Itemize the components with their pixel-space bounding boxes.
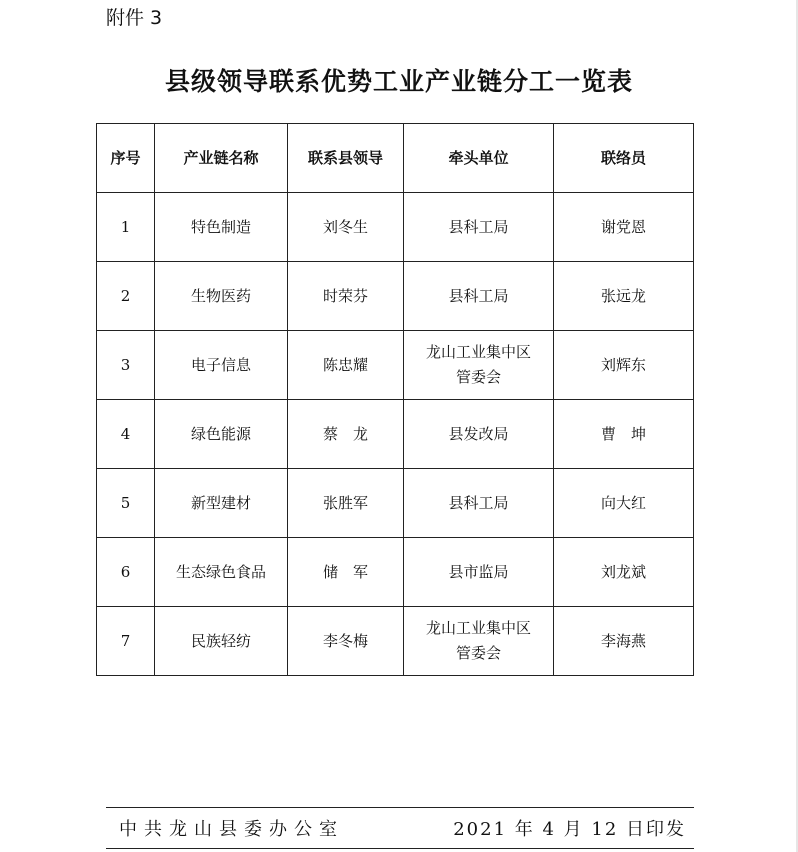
cell-index: 1 bbox=[97, 193, 155, 262]
footer-top-rule bbox=[106, 807, 694, 808]
cell-chain-name: 民族轻纺 bbox=[155, 607, 288, 676]
cell-lead-unit: 龙山工业集中区 管委会 bbox=[404, 331, 554, 400]
cell-index: 5 bbox=[97, 469, 155, 538]
cell-index: 6 bbox=[97, 538, 155, 607]
cell-chain-name: 生态绿色食品 bbox=[155, 538, 288, 607]
header-lead-unit: 牵头单位 bbox=[404, 124, 554, 193]
table-body bbox=[97, 193, 694, 676]
cell-leader: 蔡 龙 bbox=[288, 400, 404, 469]
cell-index: 3 bbox=[97, 331, 155, 400]
cell-lead-unit: 县市监局 bbox=[404, 538, 554, 607]
cell-leader: 时荣芬 bbox=[288, 262, 404, 331]
cell-lead-unit: 县科工局 bbox=[404, 262, 554, 331]
cell-chain-name: 绿色能源 bbox=[155, 400, 288, 469]
table-row bbox=[97, 193, 694, 262]
cell-liaison: 谢党恩 bbox=[554, 193, 694, 262]
cell-leader: 李冬梅 bbox=[288, 607, 404, 676]
header-leader: 联系县领导 bbox=[288, 124, 404, 193]
header-liaison: 联络员 bbox=[554, 124, 694, 193]
footer-bottom-rule bbox=[106, 848, 694, 849]
cell-index: 7 bbox=[97, 607, 155, 676]
cell-liaison: 向大红 bbox=[554, 469, 694, 538]
table-row bbox=[97, 607, 694, 676]
header-chain-name: 产业链名称 bbox=[155, 124, 288, 193]
cell-chain-name: 特色制造 bbox=[155, 193, 288, 262]
table-row bbox=[97, 400, 694, 469]
cell-liaison: 张远龙 bbox=[554, 262, 694, 331]
cell-index: 4 bbox=[97, 400, 155, 469]
cell-liaison: 李海燕 bbox=[554, 607, 694, 676]
cell-leader: 储 军 bbox=[288, 538, 404, 607]
cell-lead-unit: 县发改局 bbox=[404, 400, 554, 469]
cell-chain-name: 电子信息 bbox=[155, 331, 288, 400]
cell-lead-unit: 龙山工业集中区 管委会 bbox=[404, 607, 554, 676]
cell-liaison: 曹 坤 bbox=[554, 400, 694, 469]
table-header-row bbox=[97, 124, 694, 193]
cell-liaison: 刘龙斌 bbox=[554, 538, 694, 607]
cell-liaison: 刘辉东 bbox=[554, 331, 694, 400]
header-index: 序号 bbox=[97, 124, 155, 193]
footer-date: 2021 年 4 月 12 日印发 bbox=[453, 819, 686, 840]
cell-lead-unit: 县科工局 bbox=[404, 193, 554, 262]
cell-index: 2 bbox=[97, 262, 155, 331]
assignment-table bbox=[96, 123, 694, 676]
table-row bbox=[97, 538, 694, 607]
cell-lead-unit: 县科工局 bbox=[404, 469, 554, 538]
cell-chain-name: 生物医药 bbox=[155, 262, 288, 331]
cell-leader: 刘冬生 bbox=[288, 193, 404, 262]
cell-chain-name: 新型建材 bbox=[155, 469, 288, 538]
table-row bbox=[97, 262, 694, 331]
document-title: 县级领导联系优势工业产业链分工一览表 bbox=[164, 67, 633, 96]
table-row bbox=[97, 331, 694, 400]
attachment-label: 附件 3 bbox=[106, 7, 163, 29]
footer-issuer: 中共龙山县委办公室 bbox=[119, 819, 344, 840]
cell-leader: 张胜军 bbox=[288, 469, 404, 538]
cell-leader: 陈忠耀 bbox=[288, 331, 404, 400]
table-row bbox=[97, 469, 694, 538]
